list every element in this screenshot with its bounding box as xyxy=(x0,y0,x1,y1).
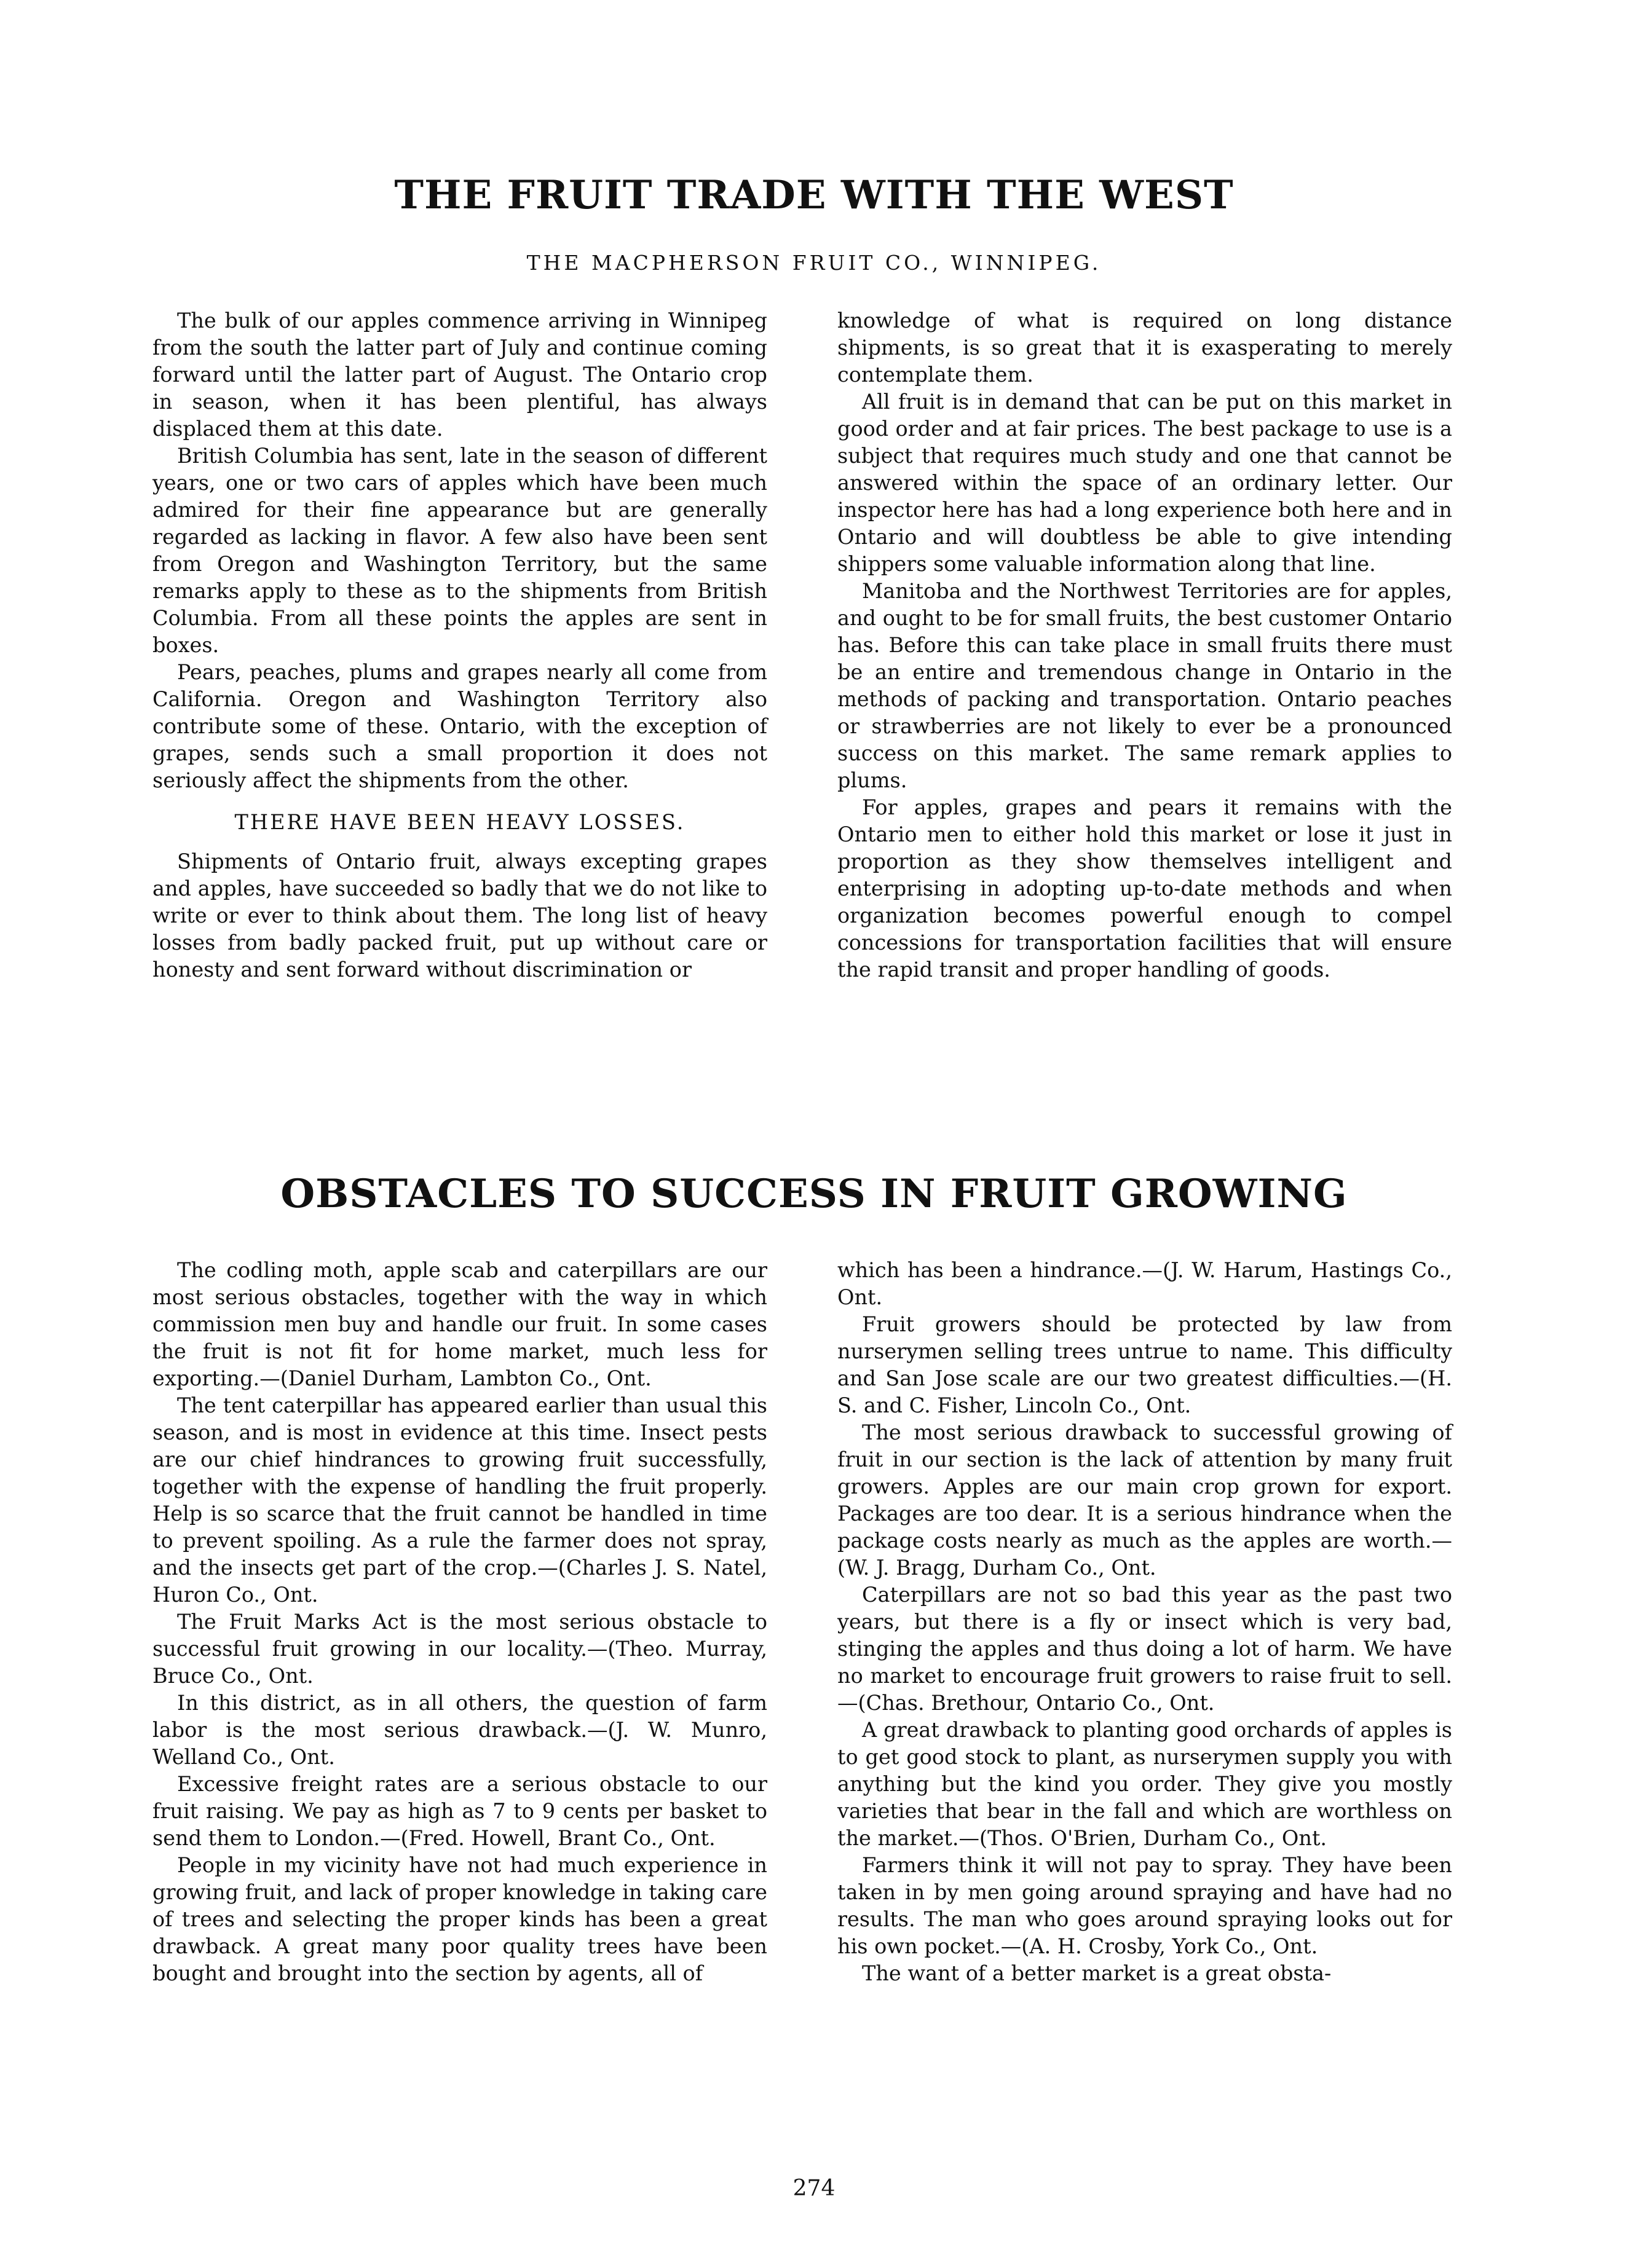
paragraph: Pears, peaches, plums and grapes nearly all come from California. Oregon and Washington Territory also contribute some of these. Ontario, with the exception of grapes, sends such a small proportion it does not seriously affect the shipments from the other. xyxy=(152,660,767,792)
paragraph: People in my vicinity have not had much experience in growing fruit, and lack of proper knowledge in taking care of trees and selecting the proper kinds has been a great drawback. A great many poor quality trees have been bought and brought into the section by agents, all of xyxy=(152,1853,767,1985)
paragraph: All fruit is in demand that can be put on this market in good order and at fair prices. The best package to use is a subject that requires much study and one that cannot be answered within the space of an ordinary letter. Our inspector here has had a long experience both here and in Ontario and will doubtless be able to give intending shippers some valuable information along that line. xyxy=(837,390,1452,576)
paragraph-continued: which has been a hindrance.—(J. W. Harum, Hastings Co., Ont. xyxy=(837,1258,1452,1309)
article-title: THE FRUIT TRADE WITH THE WEST xyxy=(394,172,1234,218)
article-1-left-column xyxy=(152,307,767,983)
paragraph: Shipments of Ontario fruit, always excepting grapes and apples, have succeeded so badly that we do not like to write or ever to think about them. The long list of heavy losses from badly packed fruit, put up without care or honesty and sent forward without discrimination or xyxy=(152,849,767,982)
paragraph: Excessive freight rates are a serious obstacle to our fruit raising. We pay as high as 7 to 9 cents per basket to send them to London.—(Fred. Howell, Brant Co., Ont. xyxy=(152,1772,767,1850)
paragraph: Fruit growers should be protected by law from nurserymen selling trees untrue to name. This difficulty and San Jose scale are our two greatest difficulties.—(H. S. and C. Fisher, Lincoln Co., Ont. xyxy=(837,1312,1452,1417)
paragraph: The most serious drawback to successful growing of fruit in our section is the lack of attention by many fruit growers. Apples are our main crop grown for export. Packages are too dear. It is a serious hindrance when the package costs nearly as much as the apples are worth.—(W. J. Bragg, Durham Co., Ont. xyxy=(837,1420,1452,1580)
article-2-right-column xyxy=(837,1257,1452,1987)
paragraph: Manitoba and the Northwest Territories are for apples, and ought to be for small fruits, the best customer Ontario has. Before this can take place in small fruits there must be an entire and tremendous change in Ontario in the methods of packing and transportation. Ontario peaches or strawberries are not likely to ever be a pronounced success on this market. The same remark applies to plums. xyxy=(837,579,1452,792)
paragraph: Caterpillars are not so bad this year as the past two years, but there is a fly or insect which is very bad, stinging the apples and thus doing a lot of harm. We have no market to encourage fruit growers to raise fruit to sell.—(Chas. Brethour, Ontario Co., Ont. xyxy=(837,1583,1452,1715)
paragraph: In this district, as in all others, the question of farm labor is the most serious drawback.—(J. W. Munro, Welland Co., Ont. xyxy=(152,1691,767,1769)
paragraph: The tent caterpillar has appeared earlier than usual this season, and is most in evidence at this time. Insect pests are our chief hindrances to growing fruit successfully, together with the expense of handling the fruit properly. Help is so scarce that the fruit cannot be handled in time to prevent spoiling. As a rule the farmer does not spray, and the insects get part of the crop.—(Charles J. S. Natel, Huron Co., Ont. xyxy=(152,1393,767,1607)
paragraph: A great drawback to planting good orchards of apples is to get good stock to plant, as nurserymen supply you with anything but the kind you order. They give you mostly varieties that bear in the fall and which are worthless on the market.—(Thos. O'Brien, Durham Co., Ont. xyxy=(837,1718,1452,1850)
article-byline: THE MACPHERSON FRUIT CO., WINNIPEG. xyxy=(526,251,1102,275)
section-subheading: THERE HAVE BEEN HEAVY LOSSES. xyxy=(234,810,686,834)
paragraph: The bulk of our apples commence arriving in Winnipeg from the south the latter part of July and continue coming forward until the latter part of August. The Ontario crop in season, when it has been plentiful, has always displaced them at this date. xyxy=(152,309,767,441)
paragraph: The want of a better market is a great obsta- xyxy=(862,1961,1332,1985)
article-2-left-column xyxy=(152,1257,767,1987)
page-number: 274 xyxy=(792,2176,836,2201)
article-1-right-column xyxy=(837,307,1452,983)
article-title: OBSTACLES TO SUCCESS IN FRUIT GROWING xyxy=(280,1171,1348,1217)
paragraph: British Columbia has sent, late in the season of different years, one or two cars of apples which have been much admired for their fine appearance but are generally regarded as lacking in flavor. A few also have been sent from Oregon and Washington Territory, but the same remarks apply to these as to the shipments from British Columbia. From all these points the apples are sent in boxes. xyxy=(152,444,767,657)
paragraph: The codling moth, apple scab and caterpillars are our most serious obstacles, together with the way in which commission men buy and handle our fruit. In some cases the fruit is not fit for home market, much less for exporting.—(Daniel Durham, Lambton Co., Ont. xyxy=(152,1258,767,1390)
paragraph: Farmers think it will not pay to spray. They have been taken in by men going around spraying and have had no results. The man who goes around spraying looks out for his own pocket.—(A. H. Crosby, York Co., Ont. xyxy=(837,1853,1452,1958)
paragraph: For apples, grapes and pears it remains with the Ontario men to either hold this market or lose it just in proportion as they show themselves intelligent and enterprising in adopting up-to-date methods and when organization becomes powerful enough to compel concessions for transportation facilities that will ensure the rapid transit and proper handling of goods. xyxy=(837,795,1452,982)
paragraph-continued: knowledge of what is required on long distance shipments, is so great that it is exasperating to merely contemplate them. xyxy=(837,309,1452,387)
paragraph: The Fruit Marks Act is the most serious obstacle to successful fruit growing in our locality.—(Theo. Murray, Bruce Co., Ont. xyxy=(152,1610,767,1688)
